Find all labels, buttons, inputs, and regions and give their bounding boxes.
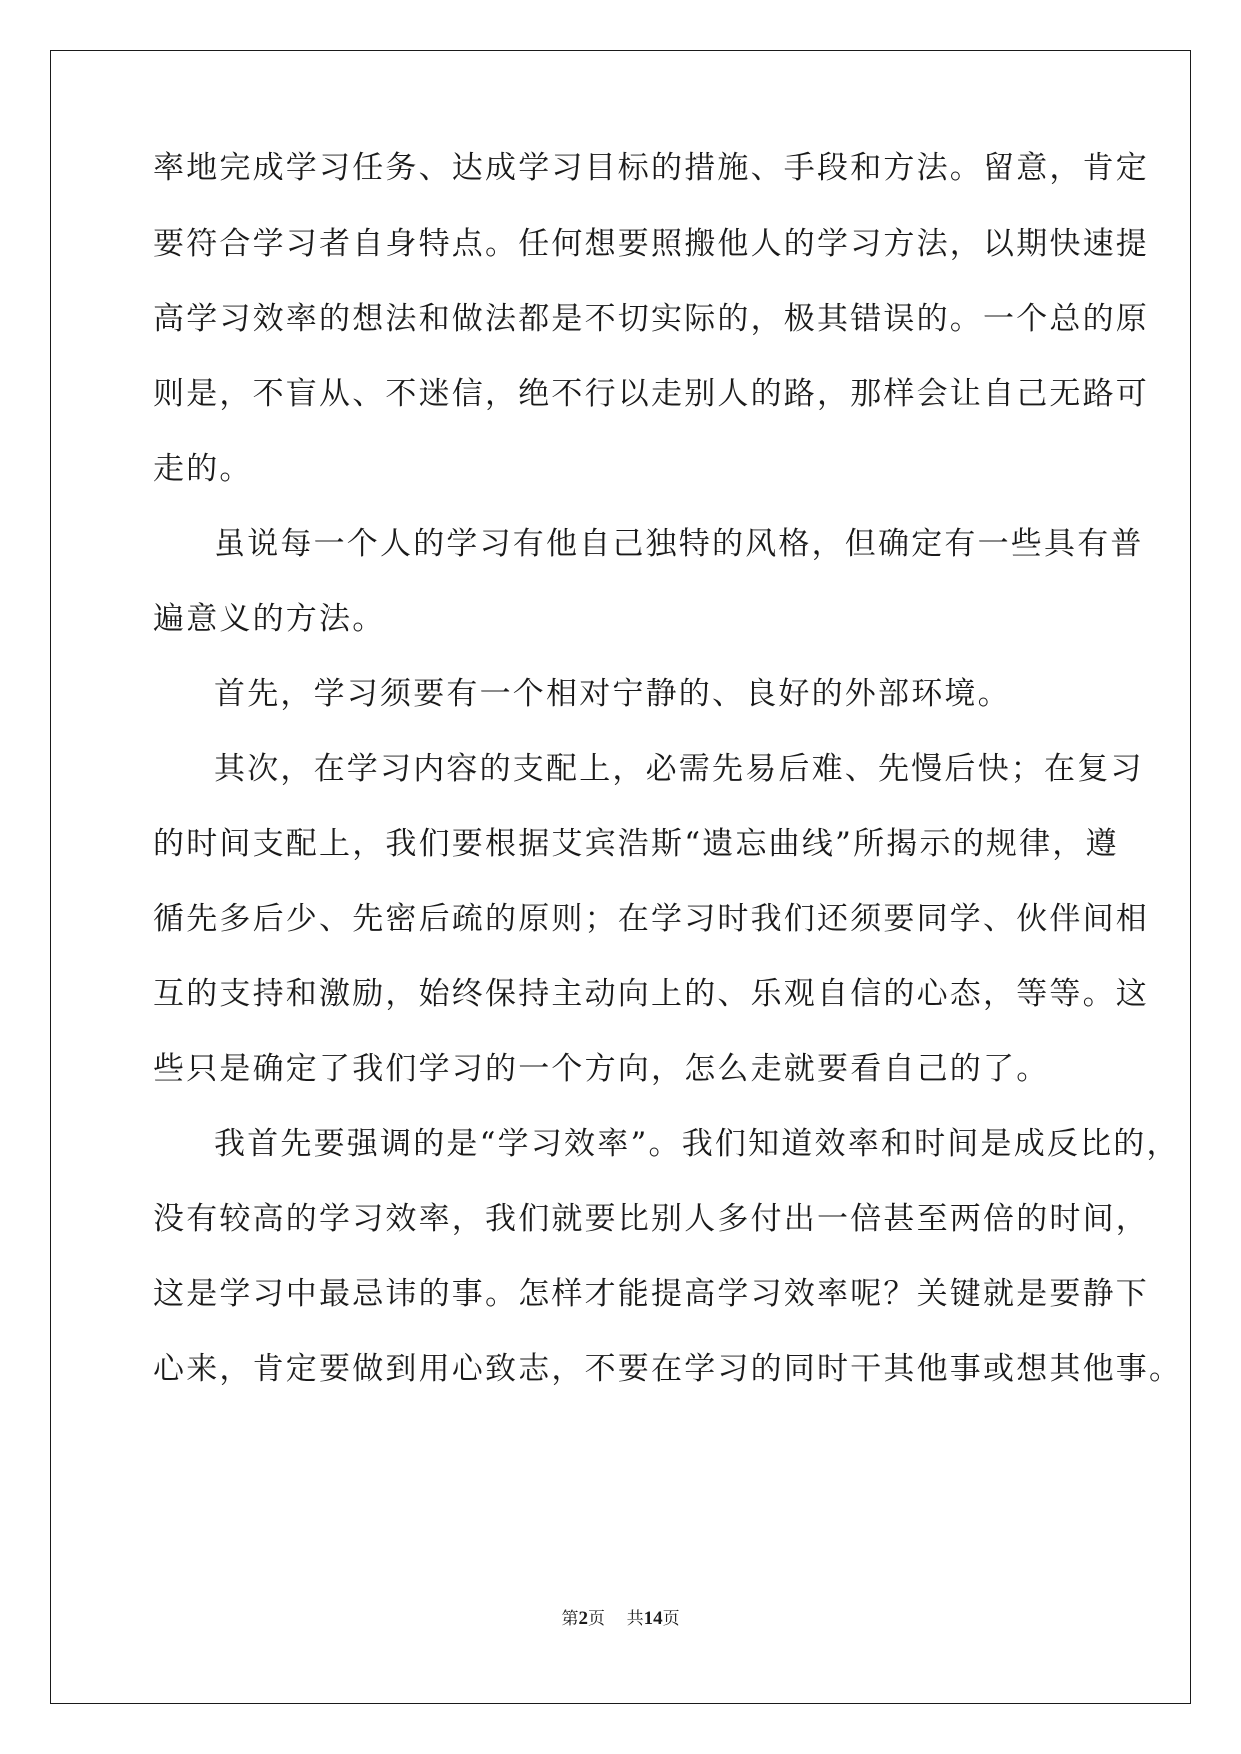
- paragraph-line: 心来，肯定要做到用心致志，不要在学习的同时干其他事或想其他事。: [153, 1351, 1183, 1387]
- page-footer: [0, 1604, 1241, 1630]
- paragraph-line: 率地完成学习任务、达成学习目标的措施、手段和方法。留意，肯定: [153, 150, 1149, 186]
- paragraph-line: 互的支持和激励，始终保持主动向上的、乐观自信的心态，等等。这: [153, 976, 1149, 1012]
- paragraph-line: 则是，不盲从、不迷信，绝不行以走别人的路，那样会让自己无路可: [153, 376, 1149, 412]
- paragraph-line: 的时间支配上，我们要根据艾宾浩斯“遗忘曲线”所揭示的规律，遵: [153, 826, 1119, 862]
- page-number: 2: [578, 1608, 588, 1629]
- total-prefix: 共: [626, 1609, 644, 1629]
- paragraph-line: 这是学习中最忌讳的事。怎样才能提高学习效率呢？关键就是要静下: [153, 1276, 1149, 1312]
- paragraph-line: 走的。: [153, 451, 253, 487]
- total-pages: 14: [643, 1608, 663, 1629]
- paragraph-line: 没有较高的学习效率，我们就要比别人多付出一倍甚至两倍的时间，: [153, 1201, 1149, 1237]
- page-prefix: 第: [561, 1609, 579, 1629]
- paragraph-line: 其次，在学习内容的支配上，必需先易后难、先慢后快；在复习: [214, 751, 1144, 787]
- paragraph-line: 些只是确定了我们学习的一个方向，怎么走就要看自己的了。: [153, 1051, 1050, 1087]
- paragraph-line: 虽说每一个人的学习有他自己独特的风格，但确定有一些具有普: [214, 526, 1144, 562]
- paragraph-line: 要符合学习者自身特点。任何想要照搬他人的学习方法，以期快速提: [153, 226, 1149, 262]
- page-suffix: 页: [587, 1609, 605, 1629]
- paragraph-line: 首先，学习须要有一个相对宁静的、良好的外部环境。: [214, 676, 1011, 712]
- paragraph-line: 高学习效率的想法和做法都是不切实际的，极其错误的。一个总的原: [153, 301, 1149, 337]
- paragraph-line: 循先多后少、先密后疏的原则；在学习时我们还须要同学、伙伴间相: [153, 901, 1149, 937]
- paragraph-line: 我首先要强调的是“学习效率”。我们知道效率和时间是成反比的，: [214, 1126, 1180, 1162]
- total-suffix: 页: [662, 1609, 680, 1629]
- paragraph-line: 遍意义的方法。: [153, 601, 386, 637]
